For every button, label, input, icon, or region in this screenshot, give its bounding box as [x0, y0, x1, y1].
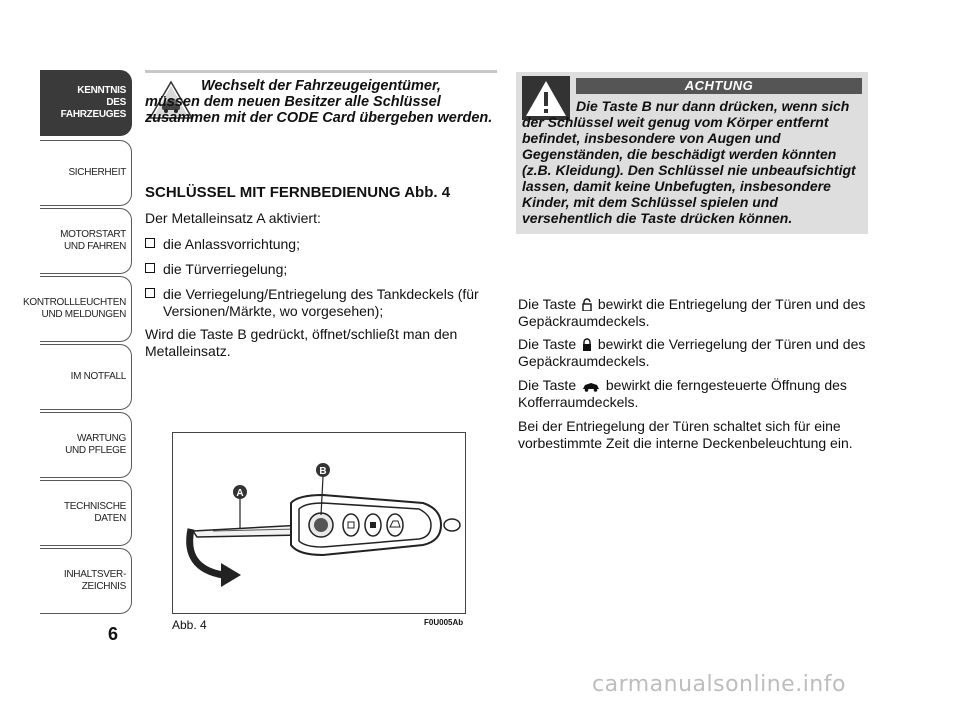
tab-label: TECHNISCHE DATEN [63, 501, 126, 524]
remote-key-illustration [173, 433, 465, 613]
unlock-button-description: Die Taste bewirkt die Entriegelung der Türen und des Gepäckraumdeckels. [518, 296, 866, 329]
tab-label: SICHERHEIT [68, 167, 126, 178]
metal-insert-intro: Der Metalleinsatz A aktiviert: [145, 210, 321, 226]
tab-label: IM NOTFALL [70, 371, 126, 382]
label-b: B [319, 466, 327, 477]
button-b-description: Wird die Taste B gedrückt, öffnet/schließt man den Metalleinsatz. [145, 326, 458, 359]
bullet-item: die Türverriegelung; [145, 261, 495, 278]
tab-kenntnis[interactable] [40, 70, 132, 136]
heading-text: SCHLÜSSEL MIT FERNBEDIENUNG [145, 184, 401, 201]
warning-box [516, 72, 868, 234]
warning-text: Die Taste B nur dann drücken, wenn sich der Schlüssel weit genug vom Körper entfernt befindet, insbesondere von Augen und Gegenständen, die beschädigt werden könnten (z.B. Kleidung). Den Schlüssel nie unbeaufsichtigt lassen, damit keine Unbefugten, insbesondere Kinder, mit dem Schlüssel spielen und versehentlich die Taste drücken können. [522, 98, 856, 226]
bullet-item: die Anlassvorrichtung; [145, 236, 495, 253]
top-rule [145, 70, 497, 73]
trunk-open-icon [582, 381, 600, 392]
checkbox-bullet-icon [145, 288, 155, 298]
unlock-icon [582, 298, 592, 311]
warning-label: ACHTUNG [576, 78, 862, 94]
tab-kontrollleuchten[interactable] [23, 276, 132, 342]
checkbox-bullet-icon [145, 238, 155, 248]
tab-label: KONTROLLLEUCHTEN UND MELDUNGEN [23, 297, 126, 320]
tab-label: MOTORSTART UND FAHREN [60, 229, 126, 252]
lock-icon [582, 338, 592, 351]
tab-label: INHALTSVER- ZEICHNIS [63, 569, 126, 592]
page-number: 6 [108, 624, 119, 644]
tab-wartung[interactable] [40, 412, 132, 478]
key-figure [172, 432, 466, 614]
tab-technische-daten[interactable] [40, 480, 132, 546]
tab-inhaltsverzeichnis[interactable] [40, 548, 132, 614]
owner-change-note: Wechselt der Fahrzeugeigentümer, müssen dem neuen Besitzer alle Schlüssel zusammen mit der CODE Card übergeben werden. [145, 78, 493, 126]
tab-sicherheit[interactable] [40, 140, 132, 206]
label-a: A [236, 488, 244, 499]
tab-label: WARTUNG UND PFLEGE [65, 433, 126, 456]
bullet-item: die Verriegelung/Entriegelung des Tankdeckels (für Versionen/Märkte, wo vorgesehen); [145, 286, 495, 320]
watermark: carmanualsonline.info [592, 672, 846, 697]
tab-label: KENNTNIS DES FAHRZEUGES [60, 85, 126, 120]
heading-figure-ref: Abb. 4 [404, 184, 451, 201]
figure-code: F0U005Ab [424, 618, 464, 627]
figure-caption: Abb. 4 [172, 618, 207, 632]
interior-light-note: Bei der Entriegelung der Türen schaltet sich für eine vorbestimmte Zeit die interne Deckenbeleuchtung ein. [518, 418, 853, 451]
tab-motorstart[interactable] [40, 208, 132, 274]
lock-button-description: Die Taste bewirkt die Verriegelung der Türen und des Gepäckraumdeckels. [518, 336, 866, 369]
tab-im-notfall[interactable] [40, 344, 132, 410]
section-heading [145, 184, 450, 201]
trunk-button-description: Die Taste bewirkt die ferngesteuerte Öffnung des Kofferraumdeckels. [518, 377, 847, 410]
checkbox-bullet-icon [145, 263, 155, 273]
